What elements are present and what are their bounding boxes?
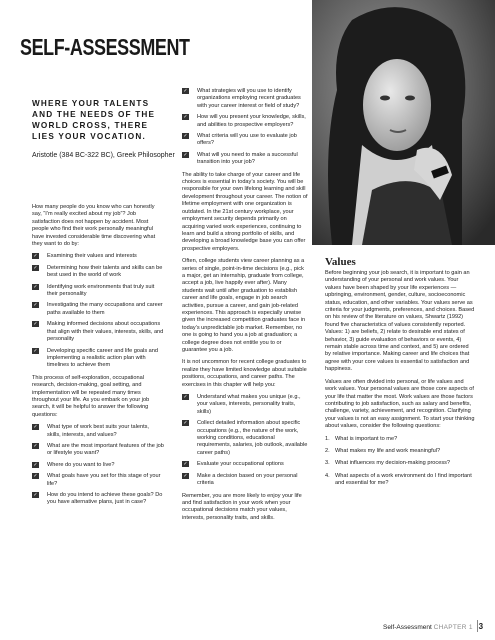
checkbox-icon: ✓ <box>33 283 38 290</box>
list-item-text: How do you intend to achieve these goals? Do you have alternative plans, just in case? <box>47 492 163 506</box>
body-paragraph: Remember, you are more likely to enjoy your life and find satisfaction in your work when your occupational decisions match your values, interests, personality traits, and skills. <box>182 492 302 521</box>
list-item-text: What type of work best suits your talents, skills, interests, and values? <box>47 424 149 438</box>
quote-line: LIES YOUR VOCATION. <box>32 132 146 141</box>
chapter-goals-list <box>182 394 308 487</box>
footer-chapter: CHAPTER 1 <box>433 624 473 631</box>
list-item <box>325 460 475 467</box>
body-paragraph: Often, college students view career planning as a series of single, point-in-time decisions (e.g., pick a major, get an internship, graduate from college, accept a job, live happily ever after). Many students wait until after graduation to establish career and life goals, engage in job search activities, pursue a career, and gain job-related experiences. This approach is especially unwise given the increased competition graduates face in today’s unpredictable job market. Remember, no one is going to hand you a job at graduation; a college degree does not entitle you to or guarantee you a job. <box>182 258 306 353</box>
list-item-text: Determining how their talents and skills can be best used in the world of work <box>47 264 163 279</box>
list-item-text: Where do you want to live? <box>47 461 115 468</box>
list-item <box>32 302 164 317</box>
list-item <box>325 448 475 455</box>
list-number: 1. <box>325 435 330 442</box>
footer-divider <box>477 620 478 632</box>
checkbox-icon: ✓ <box>183 133 188 140</box>
page-footer <box>383 622 483 631</box>
list-item <box>32 284 164 299</box>
discovery-steps-list <box>32 253 164 369</box>
list-item-text: Investigating the many occupations and career paths available to them <box>47 302 163 316</box>
column-left <box>32 204 164 512</box>
list-item-text: Make a decision based on your personal criteria <box>197 472 298 487</box>
checkbox-icon: ✓ <box>33 424 38 431</box>
section-heading-values: Values <box>325 256 356 268</box>
list-item <box>32 443 164 458</box>
checkbox-icon: ✓ <box>183 420 188 427</box>
checkbox-icon: ✓ <box>33 302 38 309</box>
list-item <box>182 420 308 457</box>
checkbox-icon: ✓ <box>33 347 38 354</box>
list-item-text: Understand what makes you unique (e.g., your values, interests, personality traits, skills) <box>197 394 301 415</box>
list-item-text: How will you present your knowledge, skills, and abilities to prospective employers? <box>197 114 306 128</box>
body-paragraph: The ability to take charge of your career and life choices is essential in today’s society. You will be responsible for your own lifelong learning and skill development throughout your career. The notion of lifetime employment with one organization is outdated. In the 21st century workplace, your employment security depends primarily on acquiring varied work experiences, continuing to learn and build a strong portfolio of skills, and developing a broad knowledge base you can offer prospective employers. <box>182 171 308 252</box>
column-middle <box>182 88 308 527</box>
process-paragraph: This process of self-exploration, occupational research, decision-making, goal setting, and implementation will be repeated many times throughout your life. As you embark on your job search, it will be helpful to answer the following questions: <box>32 374 150 418</box>
intro-paragraph: How many people do you know who can honestly say, “I’m really excited about my job”? Job satisfaction does not happen by accident. Most people who find their work personally meaningful have invested considerable time discovering what they want to do by: <box>32 204 156 248</box>
list-item-text: What strategies will you use to identify organizations employing recent graduates with your career interest or field of study? <box>197 88 301 109</box>
list-item <box>182 88 308 110</box>
list-item-text: What are the most important features of the job or lifestyle you want? <box>47 442 164 457</box>
checkbox-icon: ✓ <box>33 461 38 468</box>
list-item <box>182 473 308 488</box>
checkbox-icon: ✓ <box>33 492 38 498</box>
list-item <box>32 348 164 370</box>
checkbox-icon: ✓ <box>183 394 188 401</box>
checkbox-icon: ✓ <box>33 264 38 271</box>
checkbox-icon: ✓ <box>33 253 38 260</box>
list-number: 2. <box>325 447 330 454</box>
list-item-text: What is important to me? <box>335 435 398 442</box>
portrait-illustration <box>312 0 495 245</box>
checkbox-icon: ✓ <box>33 473 38 480</box>
checkbox-icon: ✓ <box>33 442 38 449</box>
list-item-text: What goals have you set for this stage of your life? <box>47 473 161 487</box>
quote-attribution: Aristotle (384 BC-322 BC), Greek Philosopher <box>32 152 175 159</box>
values-questions-list <box>325 436 475 488</box>
quote-line: WHERE YOUR TALENTS <box>32 99 150 108</box>
job-search-questions-continued <box>182 88 308 167</box>
list-item <box>182 133 308 148</box>
body-paragraph: It is not uncommon for recent college graduates to realize they have limited knowledge about suitable positions, occupations, and career paths. The exercises in this chapter will help you: <box>182 359 307 388</box>
quote-line: WORLD CROSS, THERE <box>32 121 149 130</box>
page-title: SELF-ASSESSMENT <box>20 34 190 60</box>
list-item <box>182 152 308 167</box>
list-item-text: Developing specific career and life goals and implementing a realistic action plan with timelines to achieve them <box>47 347 159 369</box>
list-item <box>32 473 164 488</box>
list-item-text: Evaluate your occupational options <box>197 461 284 468</box>
list-item-text: What will you need to make a successful transition into your job? <box>197 151 298 166</box>
list-item <box>32 492 164 507</box>
checkbox-icon: ✓ <box>183 461 188 468</box>
list-item <box>325 436 475 443</box>
list-item <box>32 462 164 469</box>
list-item-text: Identifying work environments that truly suit their personality <box>47 283 155 298</box>
list-item <box>32 253 164 260</box>
list-item <box>32 424 164 439</box>
body-paragraph: Before beginning your job search, it is important to gain an understanding of your personal and work values. Your values have been shaped by your life experiences — upbringing, environment, gender, culture, socioeconomic status, education, and other variables. Your values serve as criteria for your judgments, preferences, and choices. Based on his review of the literature on values, Shwartz (1992) found five characteristics of values consistently reported. Values: 1) are beliefs, 2) relate to desirable end states of behavior, 3) guide evaluation of behaviors or events, 4) remain stable across time and context, and 5) are ordered by relative importance. Making career and life choices that agree with your core values is essential to satisfaction and happiness. <box>325 270 475 373</box>
footer-section: Self-Assessment <box>383 624 432 631</box>
list-item-text: Making informed decisions about occupations that align with their values, interests, skills, and personality <box>47 321 164 343</box>
quote-line: AND THE NEEDS OF THE <box>32 110 156 119</box>
list-item <box>182 461 308 468</box>
column-right <box>325 270 475 493</box>
list-number: 4. <box>325 472 330 479</box>
list-item <box>32 265 164 280</box>
list-item-text: Collect detailed information about specific occupations (e.g., the nature of the work, working conditions, educational requirements, salaries, job outlook, available career paths) <box>197 420 308 456</box>
list-item <box>182 114 308 129</box>
list-item-text: What makes my life and work meaningful? <box>335 447 441 454</box>
list-item-text: What influences my decision-making process? <box>335 460 451 467</box>
list-item-text: What criteria will you use to evaluate job offers? <box>197 133 297 147</box>
body-paragraph: Values are often divided into personal, or life values and work values. Your personal values are those core aspects of your life that matter the most. Work values are those factors contributing to job satisfaction, such as salary and benefits, challenge, variety, achievement, and recognition. Clarifying your values is not an easy assignment. To start your thinking about values, consider the following questions: <box>325 378 475 430</box>
checkbox-icon: ✓ <box>183 88 188 94</box>
list-item <box>32 321 164 343</box>
checkbox-icon: ✓ <box>183 151 188 158</box>
list-item-text: Examining their values and interests <box>47 253 137 260</box>
list-item <box>325 473 475 488</box>
page-number: 3 <box>478 622 484 631</box>
woman-portrait-photo <box>312 0 495 245</box>
epigraph-quote <box>32 98 155 142</box>
checkbox-icon: ✓ <box>33 321 38 328</box>
checkbox-icon: ✓ <box>183 472 188 479</box>
list-item-text: What aspects of a work environment do I find important and essential for me? <box>335 472 472 487</box>
checkbox-icon: ✓ <box>183 114 188 121</box>
list-item <box>182 394 308 416</box>
job-search-questions-list <box>32 424 164 507</box>
list-number: 3. <box>325 460 330 467</box>
